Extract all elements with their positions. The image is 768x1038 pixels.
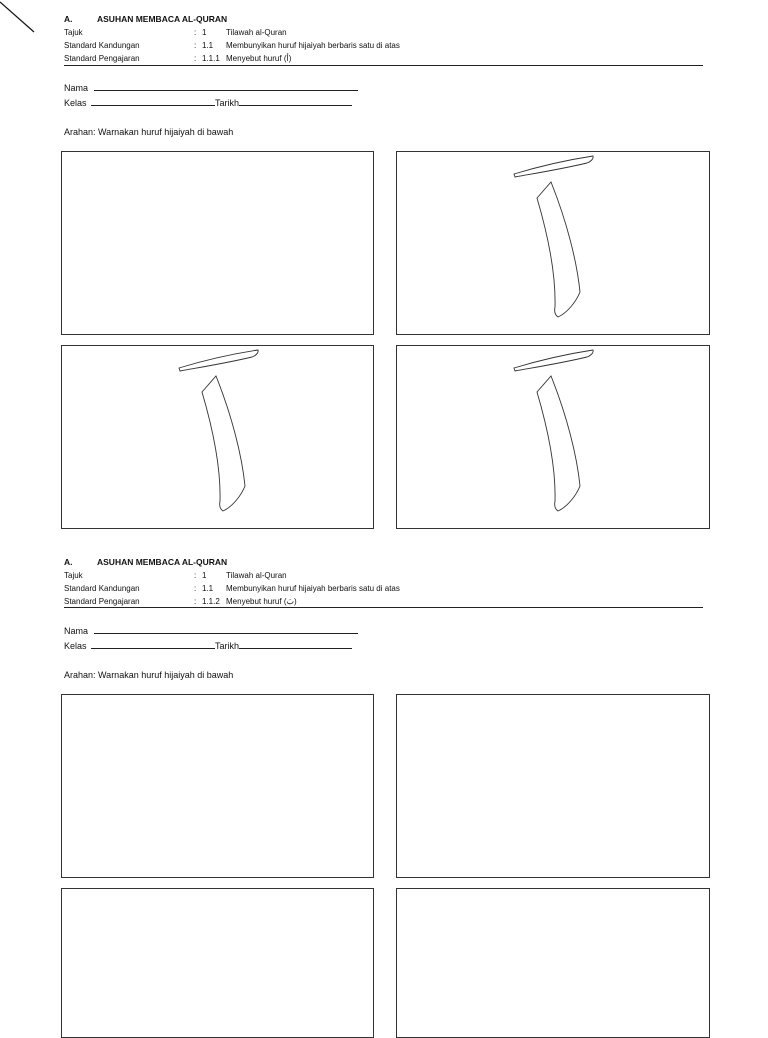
- kelas-input-line[interactable]: [91, 96, 215, 106]
- instruction-text: Arahan: Warnakan huruf hijaiyah di bawah: [64, 670, 234, 680]
- corner-diagonal-line: [0, 0, 40, 40]
- standard-kandungan-label: Standard Kandungan: [64, 584, 140, 593]
- coloring-box-3[interactable]: [61, 345, 374, 529]
- coloring-box-6[interactable]: [396, 694, 710, 878]
- nama-field-row: [64, 624, 358, 637]
- tajuk-number: 1: [202, 571, 207, 580]
- standard-kandungan-label: Standard Kandungan: [64, 41, 140, 50]
- nama-input-line[interactable]: [94, 81, 358, 91]
- kelas-tarikh-row: [64, 96, 352, 109]
- standard-kandungan-number: 1.1: [202, 584, 214, 593]
- instruction-text: Arahan: Warnakan huruf hijaiyah di bawah: [64, 127, 234, 137]
- standard-kandungan-value: Membunyikan huruf hijaiyah berbaris satu di atas: [226, 41, 400, 50]
- alif-hamzah-outline: [397, 346, 711, 530]
- tajuk-label: Tajuk: [64, 571, 83, 580]
- kelas-label: Kelas: [64, 641, 87, 651]
- alif-hamzah-outline: [397, 152, 711, 336]
- standard-pengajaran-number: 1.1.2: [202, 597, 220, 606]
- alif-hamzah-outline: [62, 346, 375, 530]
- tajuk-colon: :: [194, 28, 197, 37]
- standard-pengajaran-colon: :: [194, 54, 197, 63]
- kelas-label: Kelas: [64, 98, 87, 108]
- tarikh-label: Tarikh: [215, 641, 240, 651]
- standard-pengajaran-colon: :: [194, 597, 197, 606]
- tarikh-input-line[interactable]: [239, 96, 352, 106]
- standard-pengajaran-label: Standard Pengajaran: [64, 597, 140, 606]
- section-letter: A.: [64, 557, 73, 567]
- tajuk-label: Tajuk: [64, 28, 83, 37]
- standard-kandungan-colon: :: [194, 584, 197, 593]
- coloring-box-4[interactable]: [396, 345, 710, 529]
- standard-kandungan-colon: :: [194, 41, 197, 50]
- standard-kandungan-number: 1.1: [202, 41, 214, 50]
- coloring-box-7[interactable]: [61, 888, 374, 1038]
- kelas-input-line[interactable]: [91, 639, 215, 649]
- standard-kandungan-value: Membunyikan huruf hijaiyah berbaris satu di atas: [226, 584, 400, 593]
- nama-field-row: [64, 81, 358, 94]
- coloring-box-8[interactable]: [396, 888, 710, 1038]
- tarikh-input-line[interactable]: [239, 639, 352, 649]
- coloring-box-5[interactable]: [61, 694, 374, 878]
- section-title: ASUHAN MEMBACA AL-QURAN: [97, 14, 228, 24]
- standard-pengajaran-value: Menyebut huruf (بَ): [226, 597, 297, 606]
- tajuk-value: Tilawah al-Quran: [226, 28, 287, 37]
- section-letter: A.: [64, 14, 73, 24]
- tajuk-number: 1: [202, 28, 207, 37]
- worksheet-section-2: [64, 557, 704, 687]
- nama-input-line[interactable]: [94, 624, 358, 634]
- kelas-tarikh-row: [64, 639, 352, 652]
- coloring-box-2[interactable]: [396, 151, 710, 335]
- tarikh-label: Tarikh: [215, 98, 240, 108]
- nama-label: Nama: [64, 83, 89, 93]
- standard-pengajaran-label: Standard Pengajaran: [64, 54, 140, 63]
- section-title: ASUHAN MEMBACA AL-QURAN: [97, 557, 228, 567]
- nama-label: Nama: [64, 626, 89, 636]
- standard-pengajaran-value: Menyebut huruf (أ): [226, 54, 292, 63]
- standard-pengajaran-number: 1.1.1: [202, 54, 220, 63]
- coloring-box-1[interactable]: [61, 151, 374, 335]
- tajuk-value: Tilawah al-Quran: [226, 571, 287, 580]
- header-divider: [64, 65, 703, 66]
- header-divider: [64, 607, 703, 608]
- tajuk-colon: :: [194, 571, 197, 580]
